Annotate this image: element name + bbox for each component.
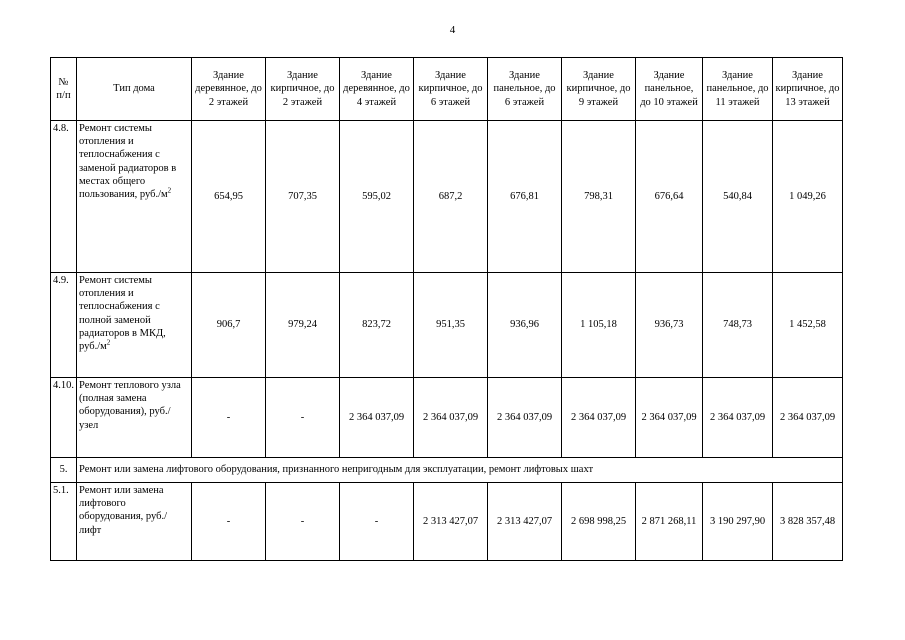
cell-value: 707,35: [266, 121, 340, 273]
row-name: [77, 273, 192, 378]
cell-value: 3 190 297,90: [703, 483, 773, 561]
cell-value: 906,7: [192, 273, 266, 378]
cell-value: 2 364 037,09: [414, 378, 488, 458]
cell-value: 2 313 427,07: [414, 483, 488, 561]
header-col: Здание кирпичное, до 2 этажей: [266, 58, 340, 121]
header-col: Здание кирпичное, до 13 этажей: [773, 58, 843, 121]
cell-value: -: [340, 483, 414, 561]
header-row: [51, 58, 843, 121]
header-num: № п/п: [51, 58, 77, 121]
header-col: Здание панельное, до 11 этажей: [703, 58, 773, 121]
unit-superscript: 2: [167, 186, 172, 195]
cell-value: -: [266, 378, 340, 458]
cell-value: 654,95: [192, 121, 266, 273]
header-col: Здание панельное, до 6 этажей: [488, 58, 562, 121]
section-num: 5.: [51, 458, 77, 483]
cell-value: 823,72: [340, 273, 414, 378]
cell-value: 3 828 357,48: [773, 483, 843, 561]
cell-value: 2 871 268,11: [636, 483, 703, 561]
row-name: [77, 121, 192, 273]
row-num: 4.9.: [51, 273, 77, 378]
header-col: Здание панельное, до 10 этажей: [636, 58, 703, 121]
cell-value: 748,73: [703, 273, 773, 378]
table-row: [51, 483, 843, 561]
table-row: [51, 121, 843, 273]
cell-value: 979,24: [266, 273, 340, 378]
unit-superscript: 2: [106, 338, 111, 347]
cell-value: 1 049,26: [773, 121, 843, 273]
header-col: Здание деревянное, до 2 этажей: [192, 58, 266, 121]
cell-value: 540,84: [703, 121, 773, 273]
cell-value: 2 364 037,09: [773, 378, 843, 458]
cell-value: 2 364 037,09: [562, 378, 636, 458]
cell-value: 2 364 037,09: [340, 378, 414, 458]
cell-value: 676,81: [488, 121, 562, 273]
tariff-table: [50, 57, 843, 561]
cell-value: 936,96: [488, 273, 562, 378]
cell-value: 2 313 427,07: [488, 483, 562, 561]
section-title: Ремонт или замена лифтового оборудования, признанного непригодным для эксплуатации, ремонт лифтовых шахт: [77, 458, 843, 483]
cell-value: 2 698 998,25: [562, 483, 636, 561]
header-col: Здание кирпичное, до 9 этажей: [562, 58, 636, 121]
cell-value: 936,73: [636, 273, 703, 378]
row-name: Ремонт или замена лифтового оборудования, руб./лифт: [77, 483, 192, 561]
row-name: Ремонт теплового узла (полная замена оборудования), руб./узел: [77, 378, 192, 458]
row-num: 4.10.: [51, 378, 77, 458]
table-row: [51, 273, 843, 378]
table-row: [51, 378, 843, 458]
cell-value: 687,2: [414, 121, 488, 273]
cell-value: -: [192, 483, 266, 561]
cell-value: 676,64: [636, 121, 703, 273]
row-name-text: Ремонт системы отопления и теплоснабжения с полной заменой радиаторов в МКД, руб./м: [79, 275, 166, 353]
cell-value: 798,31: [562, 121, 636, 273]
cell-value: 2 364 037,09: [636, 378, 703, 458]
cell-value: 951,35: [414, 273, 488, 378]
cell-value: -: [192, 378, 266, 458]
header-type: Тип дома: [77, 58, 192, 121]
row-num: 4.8.: [51, 121, 77, 273]
cell-value: 1 452,58: [773, 273, 843, 378]
cell-value: 595,02: [340, 121, 414, 273]
cell-value: 2 364 037,09: [703, 378, 773, 458]
cell-value: 1 105,18: [562, 273, 636, 378]
row-name-text: Ремонт системы отопления и теплоснабжения с заменой радиаторов в местах общего пользования, руб./м: [79, 123, 177, 201]
section-row: [51, 458, 843, 483]
page-number: 4: [449, 24, 456, 36]
header-col: Здание кирпичное, до 6 этажей: [414, 58, 488, 121]
cell-value: 2 364 037,09: [488, 378, 562, 458]
cell-value: -: [266, 483, 340, 561]
row-num: 5.1.: [51, 483, 77, 561]
header-col: Здание деревянное, до 4 этажей: [340, 58, 414, 121]
